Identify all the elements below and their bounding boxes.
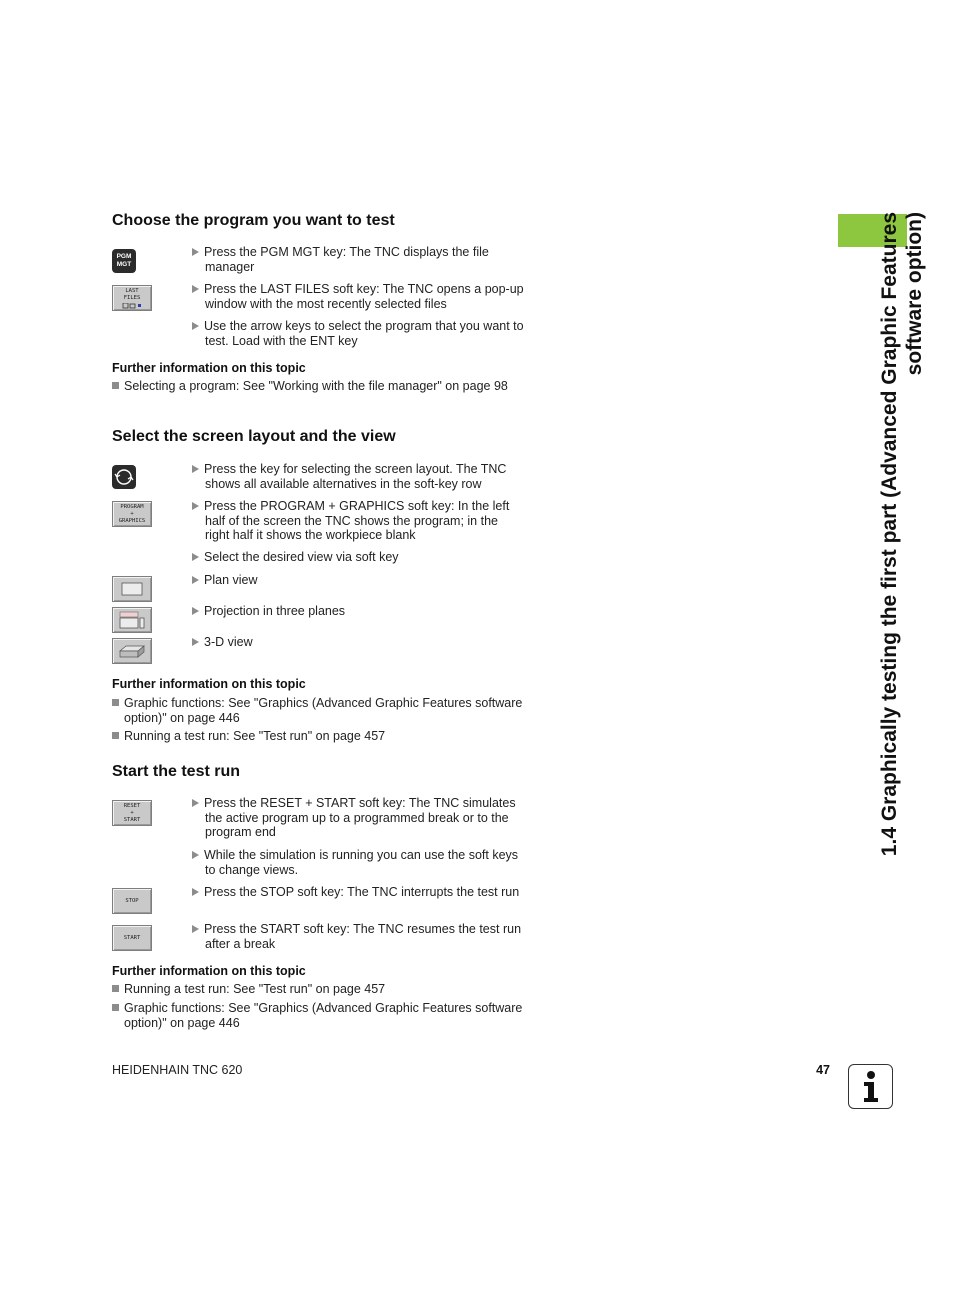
step: Plan view (192, 573, 525, 588)
key-label: + (130, 809, 134, 816)
step: 3-D view (192, 635, 525, 650)
arrow-icon (192, 285, 199, 293)
section-heading-choose-program: Choose the program you want to test (112, 212, 395, 229)
arrow-icon (192, 607, 199, 615)
step: Press the PROGRAM + GRAPHICS soft key: In the left half of the screen the TNC shows the program; in the right half it shows the workpiece blank (192, 499, 525, 543)
arrow-icon (192, 553, 199, 561)
arrow-icon (192, 248, 199, 256)
stop-softkey[interactable] (112, 888, 152, 914)
program-graphics-softkey[interactable] (112, 501, 152, 527)
bullet-icon (112, 382, 119, 389)
key-label: PROGRAM (120, 503, 144, 510)
file-list-icon (121, 303, 143, 309)
further-info-item: Running a test run: See "Test run" on page 457 (112, 982, 524, 997)
step: Use the arrow keys to select the program that you want to test. Load with the ENT key (192, 319, 525, 348)
arrow-icon (192, 322, 199, 330)
plan-view-softkey[interactable] (112, 576, 152, 602)
key-label: START (123, 934, 141, 941)
key-label: PGM (116, 253, 132, 260)
step: Press the RESET + START soft key: The TNC simulates the active program up to a programmed break or to the program end (192, 796, 525, 840)
further-info-heading: Further information on this topic (112, 677, 306, 691)
step: Press the STOP soft key: The TNC interrupts the test run (192, 885, 525, 900)
further-info-item: Graphic functions: See "Graphics (Advanced Graphic Features software option)" on page 446 (112, 696, 524, 725)
info-i-glyph (858, 1070, 884, 1104)
key-label: LAST (125, 287, 139, 294)
plan-view-icon (121, 582, 143, 596)
key-label: FILES (123, 294, 141, 301)
info-icon (848, 1064, 893, 1109)
bullet-icon (112, 1004, 119, 1011)
three-planes-softkey[interactable] (112, 607, 152, 633)
last-files-softkey[interactable] (112, 285, 152, 311)
key-label: + (130, 510, 134, 517)
arrow-icon (192, 576, 199, 584)
3d-view-softkey[interactable] (112, 638, 152, 664)
section-heading-start-test-run: Start the test run (112, 763, 241, 780)
3d-view-icon (118, 643, 146, 659)
three-planes-icon (118, 611, 146, 629)
section-heading-screen-layout: Select the screen layout and the view (112, 428, 396, 445)
arrow-icon (192, 925, 199, 933)
step: Press the PGM MGT key: The TNC displays the file manager (192, 245, 525, 274)
arrow-icon (192, 465, 199, 473)
start-softkey[interactable] (112, 925, 152, 951)
further-info-item: Running a test run: See "Test run" on page 457 (112, 729, 524, 744)
step: Select the desired view via soft key (192, 550, 525, 565)
chapter-title-line2: software option) (903, 212, 926, 376)
further-info-heading: Further information on this topic (112, 361, 306, 375)
key-label: GRAPHICS (118, 517, 146, 524)
arrow-icon (192, 502, 199, 510)
reset-start-softkey[interactable] (112, 800, 152, 826)
key-label: START (123, 816, 141, 823)
screen-layout-icon (114, 467, 134, 487)
step: Press the LAST FILES soft key: The TNC opens a pop-up window with the most recently selected files (192, 282, 525, 311)
pgm-mgt-key[interactable] (112, 249, 136, 273)
further-info-heading: Further information on this topic (112, 964, 306, 978)
step: Projection in three planes (192, 604, 525, 619)
chapter-title-line1: 1.4 Graphically testing the first part (Advanced Graphic Features (878, 212, 901, 857)
arrow-icon (192, 638, 199, 646)
arrow-icon (192, 851, 199, 859)
step: While the simulation is running you can use the soft keys to change views. (192, 848, 525, 877)
page-number: 47 (816, 1063, 830, 1077)
further-info-item: Graphic functions: See "Graphics (Advanced Graphic Features software option)" on page 446 (112, 1001, 524, 1030)
footer-product: HEIDENHAIN TNC 620 (112, 1063, 243, 1077)
bullet-icon (112, 985, 119, 992)
further-info-item: Selecting a program: See "Working with the file manager" on page 98 (112, 379, 524, 394)
bullet-icon (112, 699, 119, 706)
arrow-icon (192, 799, 199, 807)
step: Press the key for selecting the screen layout. The TNC shows all available alternatives in the soft-key row (192, 462, 525, 491)
chapter-title (877, 212, 927, 908)
arrow-icon (192, 888, 199, 896)
key-label: MGT (116, 261, 132, 268)
key-label: RESET (123, 802, 141, 809)
screen-layout-key[interactable] (112, 465, 136, 489)
key-label: STOP (125, 897, 139, 904)
bullet-icon (112, 732, 119, 739)
step: Press the START soft key: The TNC resumes the test run after a break (192, 922, 525, 951)
